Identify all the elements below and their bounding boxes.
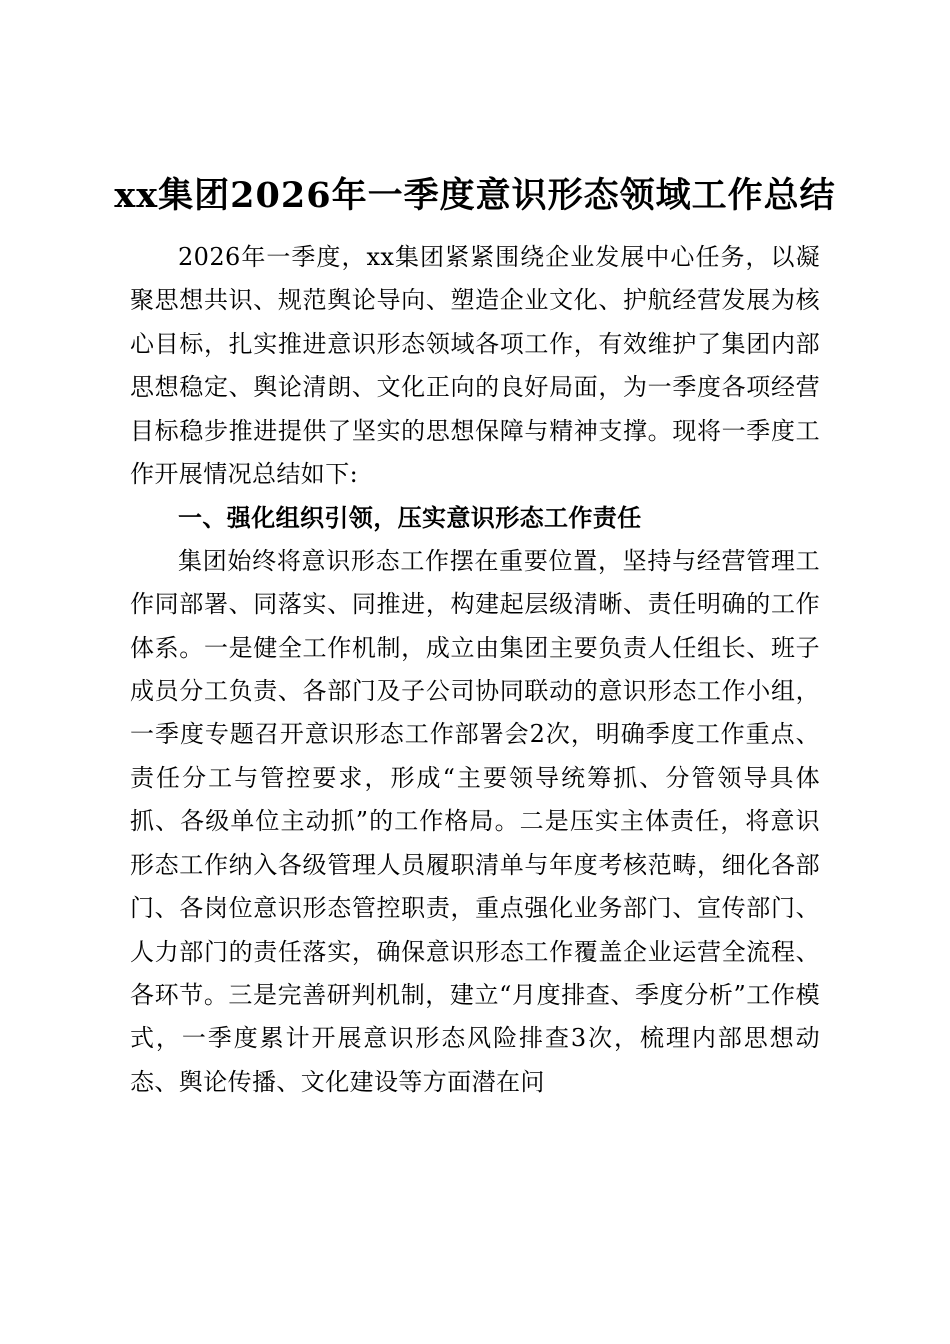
section-paragraph-1: 集团始终将意识形态工作摆在重要位置，坚持与经营管理工作同部署、同落实、同推进，构建起层级清晰、责任明确的工作体系。一是健全工作机制，成立由集团主要负责人任组长、班子成员分工负责、各部门及子公司协同联动的意识形态工作小组，一季度专题召开意识形态工作部署会2次，明确季度工作重点、责任分工与管控要求，形成“主要领导统筹抓、分管领导具体抓、各级单位主动抓”的工作格局。二是压实主体责任，将意识形态工作纳入各级管理人员履职清单与年度考核范畴，细化各部门、各岗位意识形态管控职责，重点强化业务部门、宣传部门、人力部门的责任落实，确保意识形态工作覆盖企业运营全流程、各环节。三是完善研判机制，建立“月度排查、季度分析”工作模式，一季度累计开展意识形态风险排查3次，梳理内部思想动态、舆论传播、文化建设等方面潜在问 xyxy=(130,546,820,1096)
document-body xyxy=(130,236,820,1104)
intro-paragraph: 2026年一季度，xx集团紧紧围绕企业发展中心任务，以凝聚思想共识、规范舆论导向、塑造企业文化、护航经营发展为核心目标，扎实推进意识形态领域各项工作，有效维护了集团内部思想稳定、舆论清朗、文化正向的良好局面，为一季度各项经营目标稳步推进提供了坚实的思想保障与精神支撑。现将一季度工作开展情况总结如下: xyxy=(130,243,820,489)
document-title: xx集团2026年一季度意识形态领域工作总结 xyxy=(114,175,836,216)
section-heading-1: 一、强化组织引领，压实意识形态工作责任 xyxy=(178,503,642,533)
